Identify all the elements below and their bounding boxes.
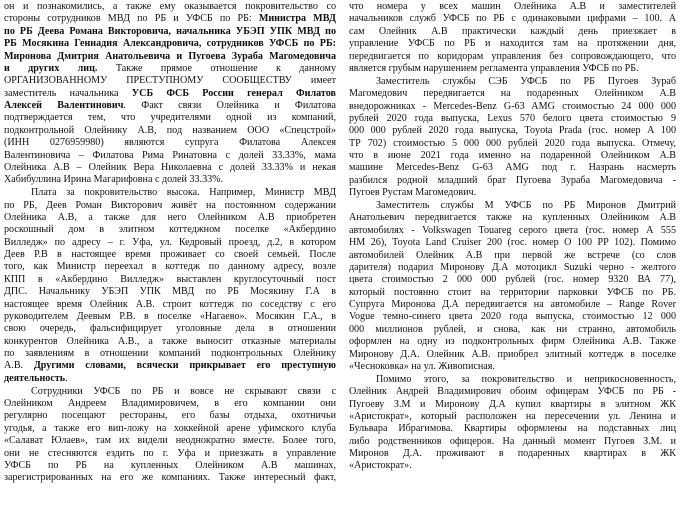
- bold-text-run: РБ Мосякина Геннадия Александровича, сотрудников УФСБ по РБ:: [4, 38, 336, 50]
- text-run: разбился родной младший брат Пугоева Зураба Магомедовича -: [349, 174, 676, 186]
- text-line: [349, 436, 676, 448]
- text-line: [4, 261, 336, 273]
- text-run: Олейника А.В, а также для него Олейником А.В приобретен: [4, 211, 336, 223]
- text-line: [349, 125, 676, 137]
- text-run: того, как Министр переехал в коттедж по данному адресу, возле: [4, 261, 336, 273]
- text-line: [349, 386, 676, 398]
- text-line: [349, 212, 676, 224]
- text-line: [349, 88, 676, 100]
- text-run: Вилледж» по адресу – г. Уфа, ул. Кедровый проезд, д.2, в котором: [4, 236, 336, 248]
- text-line: [4, 100, 336, 112]
- text-run: автомобилях - Volkswagen Touareg серого цвета (гос. номер А 555: [349, 224, 676, 236]
- text-run: либо родственников офицеров. На данный момент Пугоев З.М. и: [349, 435, 676, 447]
- text-run: Также прямое отношение к данному: [97, 62, 336, 74]
- text-run: настоящее время Олейник А.В. строит коттедж по соседству с его: [4, 298, 336, 310]
- text-run: передвигается по коридорам управления без сопровождающего, что: [349, 50, 676, 62]
- text-line: [349, 299, 676, 311]
- text-line: [4, 75, 336, 87]
- text-run: ДПС. Начальнику УБЭП УПК МВД по РБ Мосякину Г.А в: [4, 286, 336, 298]
- text-line: [349, 423, 676, 435]
- text-line: [349, 13, 676, 25]
- left-column: [4, 1, 336, 485]
- text-run: Плата за покровительство высока. Например, Министр МВД: [31, 187, 336, 199]
- text-line: [349, 1, 676, 13]
- text-line: [4, 423, 336, 435]
- text-run: подконтрольной Олейнику А.В, под названием ООО «Спецстрой»: [4, 124, 336, 136]
- text-line: [4, 373, 336, 385]
- text-run: внедорожниках - Mercedes-Benz G-63 AMG стоимостью 24 000 000: [349, 100, 676, 112]
- text-run: Магомедович передвигается на подаренных Олейником А.В: [349, 88, 676, 100]
- bold-text-run: Миронова Дмитрия Анатольевича и Пугоева Зураба Магомедовича: [4, 50, 336, 62]
- text-line: [349, 250, 676, 262]
- text-run: они не стесняются ездить по г. Уфа и приезжать в управление: [4, 447, 336, 459]
- text-line: [349, 287, 676, 299]
- text-run: цвета стоимостью 2 000 000 рублей (гос. номер 9320 ВА 77),: [349, 274, 676, 286]
- text-line: [4, 360, 336, 372]
- text-line: [349, 101, 676, 113]
- text-line: [349, 324, 676, 336]
- text-line: [4, 26, 336, 38]
- text-run: автомобилей Олейник А.В при первой же встрече (со слов: [349, 249, 676, 261]
- text-line: [349, 448, 676, 460]
- text-run: Сотрудники УФСБ по РБ и вовсе не скрывают связи с: [31, 385, 336, 397]
- text-line: [349, 63, 676, 75]
- text-line: [4, 38, 336, 50]
- text-run: «Аристократ».: [349, 460, 412, 472]
- bold-text-run: по РБ Деева Романа Викторовича, начальника УБЭП УПК МВД по: [4, 25, 336, 37]
- bold-text-run: Другими словами, всячески прикрывает его преступную: [33, 360, 336, 372]
- text-run: оформлен на одну из подконтрольных фирм Олейника А.В. Также: [349, 336, 676, 348]
- text-run: Анатольевич передвигается также на купленных Олейником А.В: [349, 212, 676, 224]
- bold-text-run: Министра МВД: [258, 13, 336, 25]
- text-line: [4, 162, 336, 174]
- text-run: регулярно посещают рестораны, его базы отдыха, охотничьи: [4, 410, 336, 422]
- text-run: по заявлениям в отношении компаний подконтрольных Олейнику: [4, 348, 336, 359]
- text-run: Пугоеву З.М и Миронову Д.А купил квартиры в элитном ЖК: [349, 398, 676, 410]
- text-run: Хабибуллина Ирина Магарифовна с долей 33.33%.: [4, 174, 224, 186]
- text-run: машине Mercedes-Benz G-63 AMG под г. Назрань насмерть: [349, 162, 676, 174]
- text-line: [4, 311, 336, 323]
- text-line: [4, 274, 336, 286]
- text-line: [349, 38, 676, 50]
- text-run: Валентиновича – Филатова Рима Ринатовна с долей 33.33%, мама: [4, 149, 336, 161]
- text-run: 000 миллионов рублей, и снова, как ни странно, автомобиль: [349, 323, 676, 335]
- text-run: что номера у всех машин Олейника А.В и заместителей: [349, 1, 676, 12]
- text-line: [349, 460, 676, 472]
- text-run: рублей 2020 года выпуска, Lexus 570 белого цвета стоимостью 9: [349, 112, 676, 124]
- text-line: [349, 311, 676, 323]
- text-run: (ИНН 0276959980) являются супруга Филатова Алексея: [4, 137, 336, 149]
- text-run: стороны сотрудников МВД по РБ и УФСБ по РБ:: [4, 13, 259, 25]
- bold-text-run: и других лиц.: [4, 62, 98, 74]
- text-run: «Аристократ», который расположен на пересечении ул. Ленина и: [349, 410, 676, 422]
- text-run: . Факт связи Олейника и Филатова: [123, 100, 336, 111]
- text-line: [4, 13, 336, 25]
- text-line: [4, 63, 336, 75]
- text-run: Миронов Д.А. проживают в подаренных квартирах в ЖК: [349, 448, 676, 459]
- text-line: [4, 224, 336, 236]
- text-line: [349, 76, 676, 88]
- text-run: ОРГАНИЗОВАННОМУ ПРЕСТУПНОМУ СООБЩЕСТВУ имеет: [4, 75, 336, 87]
- text-run: Деев Р.В в настоящее время проживает со своей семьей. После: [4, 249, 336, 260]
- text-line: [349, 113, 676, 125]
- text-run: дарителя) подарил Миронову Д.А мотоцикл Suzuki черно - желтого: [349, 261, 676, 273]
- text-line: [349, 411, 676, 423]
- text-run: управление УФСБ по РБ и находится там на протяжении дня,: [349, 38, 676, 50]
- text-run: «Чесноковка» на ул. Живописная.: [349, 360, 495, 372]
- text-run: УФСБ по РБ на купленных Олейником А.В машинах,: [4, 459, 336, 471]
- text-line: [4, 174, 336, 186]
- text-line: [4, 410, 336, 422]
- text-run: по РБ, Деев Роман Викторович живёт на постоянном содержании: [4, 199, 336, 211]
- text-run: НМ 26), Toyota Land Cruiser 200 (гос. номер О 100 РР 102). Помимо: [349, 237, 676, 249]
- text-run: Олейника А.В – Олейник Вера Николаевна с долей 33.33% и некая: [4, 161, 336, 173]
- text-line: [4, 348, 336, 360]
- text-run: руководителем Деевым Р.В. в поселке «Нагаево». Мосякин Г.А., в: [4, 310, 336, 322]
- text-run: он и познакомились, а также ему оказывается покровительство со: [4, 1, 336, 12]
- text-run: Бульвара Ибрагимова. Квартиры оформлены на подставных лиц: [349, 423, 676, 435]
- text-line: [349, 187, 676, 199]
- text-run: Vogue темно-синего цвета 2020 года выпуска, стоимостью 12 000: [349, 311, 676, 323]
- text-line: [349, 26, 676, 38]
- text-run: .: [65, 372, 68, 384]
- text-line: [4, 187, 336, 199]
- text-line: [349, 225, 676, 237]
- text-line: [4, 386, 336, 398]
- text-run: что в июне 2021 года именно на подаренной Олейником А.В: [349, 150, 676, 161]
- text-run: Пугоев Рустам Магомедович.: [349, 187, 477, 199]
- text-run: угодья, а также его вип-ложу на хоккейной арене уфимского клуба: [4, 422, 336, 434]
- right-column: [349, 1, 676, 473]
- text-run: Олейник Андрей Владимирович обоим офицерам УФСБ по РБ -: [349, 386, 676, 398]
- text-run: Миронову Д.А. Олейник А.В. приобрел элитный коттедж в поселке: [349, 348, 676, 360]
- text-line: [4, 125, 336, 137]
- text-line: [349, 262, 676, 274]
- text-line: [4, 112, 336, 124]
- text-run: является грубым нарушением регламента управления УФСБ по РБ.: [349, 62, 639, 74]
- text-line: [4, 286, 336, 298]
- text-line: [4, 323, 336, 335]
- text-line: [4, 237, 336, 249]
- text-run: 000 000 рублей 2020 года выпуска, Toyota Prada (гос. номер А 100: [349, 125, 676, 137]
- text-line: [349, 237, 676, 249]
- text-run: Заместитель службы СЭБ УФСБ по РБ Пугоев Зураб: [376, 75, 676, 87]
- text-run: заместитель начальника: [4, 87, 132, 99]
- text-run: роскошный дом в элитном коттеджном поселке «Акбердино: [4, 224, 336, 236]
- text-line: [4, 299, 336, 311]
- text-line: [4, 88, 336, 100]
- text-line: [4, 212, 336, 224]
- text-run: Олейником Андреем Владимировичем, в его компании они: [4, 398, 336, 409]
- text-run: ТР 702) стоимостью 5 000 000 рублей 2020 года выпуска. Отмечу,: [349, 137, 676, 149]
- text-run: «Салават Юлаев», там их видели неоднократно вместе. Более того,: [4, 435, 336, 447]
- text-line: [4, 249, 336, 261]
- text-line: [4, 460, 336, 472]
- text-line: [4, 200, 336, 212]
- text-run: свою очередь, фальсифицирует уголовные дела в отношении: [4, 323, 336, 335]
- text-run: КПП в «Акбердино Вилледж» выставлен круглосуточный пост: [4, 273, 336, 285]
- text-run: подтверждается тем, что учредителями одной из компаний,: [4, 112, 336, 124]
- text-line: [349, 274, 676, 286]
- bold-text-run: деятельность: [4, 372, 66, 384]
- text-line: [4, 448, 336, 460]
- text-run: который постоянно стоит на территории парковки УФСБ по РБ.: [349, 286, 676, 298]
- text-line: [4, 51, 336, 63]
- text-line: [349, 399, 676, 411]
- text-line: [349, 349, 676, 361]
- text-line: [349, 374, 676, 386]
- text-line: [4, 472, 336, 484]
- bold-text-run: УСБ ФСБ России генерал Филатов: [131, 87, 336, 99]
- text-line: [349, 200, 676, 212]
- text-line: [4, 336, 336, 348]
- text-line: [349, 150, 676, 162]
- text-run: Помимо этого, за покровительство и неприкосновенность,: [376, 373, 676, 385]
- text-run: начальников служб УФСБ по РБ с одинаковыми цифрами – 100. А: [349, 13, 676, 25]
- text-line: [4, 435, 336, 447]
- text-run: Заместитель службы М УФСБ по РБ Миронов Дмитрий: [376, 200, 676, 211]
- text-line: [349, 361, 676, 373]
- text-line: [4, 1, 336, 13]
- text-line: [349, 336, 676, 348]
- text-line: [349, 175, 676, 187]
- text-run: Супруга Миронова Д.А передвигается на автомобиле – Range Rover: [349, 299, 676, 310]
- text-line: [349, 138, 676, 150]
- text-run: конкурентов Олейника А.В., а также выносит отказные материалы: [4, 335, 336, 347]
- text-line: [4, 398, 336, 410]
- text-line: [349, 162, 676, 174]
- text-run: зарегистрированных на его же компаниях. Также интересный факт,: [4, 472, 336, 484]
- text-run: сам Олейник А.В практически каждый день приезжает в: [349, 25, 676, 37]
- text-line: [349, 51, 676, 63]
- text-line: [4, 150, 336, 162]
- text-run: А.В.: [4, 360, 34, 372]
- bold-text-run: Алексей Валентинович: [4, 100, 124, 111]
- text-line: [4, 137, 336, 149]
